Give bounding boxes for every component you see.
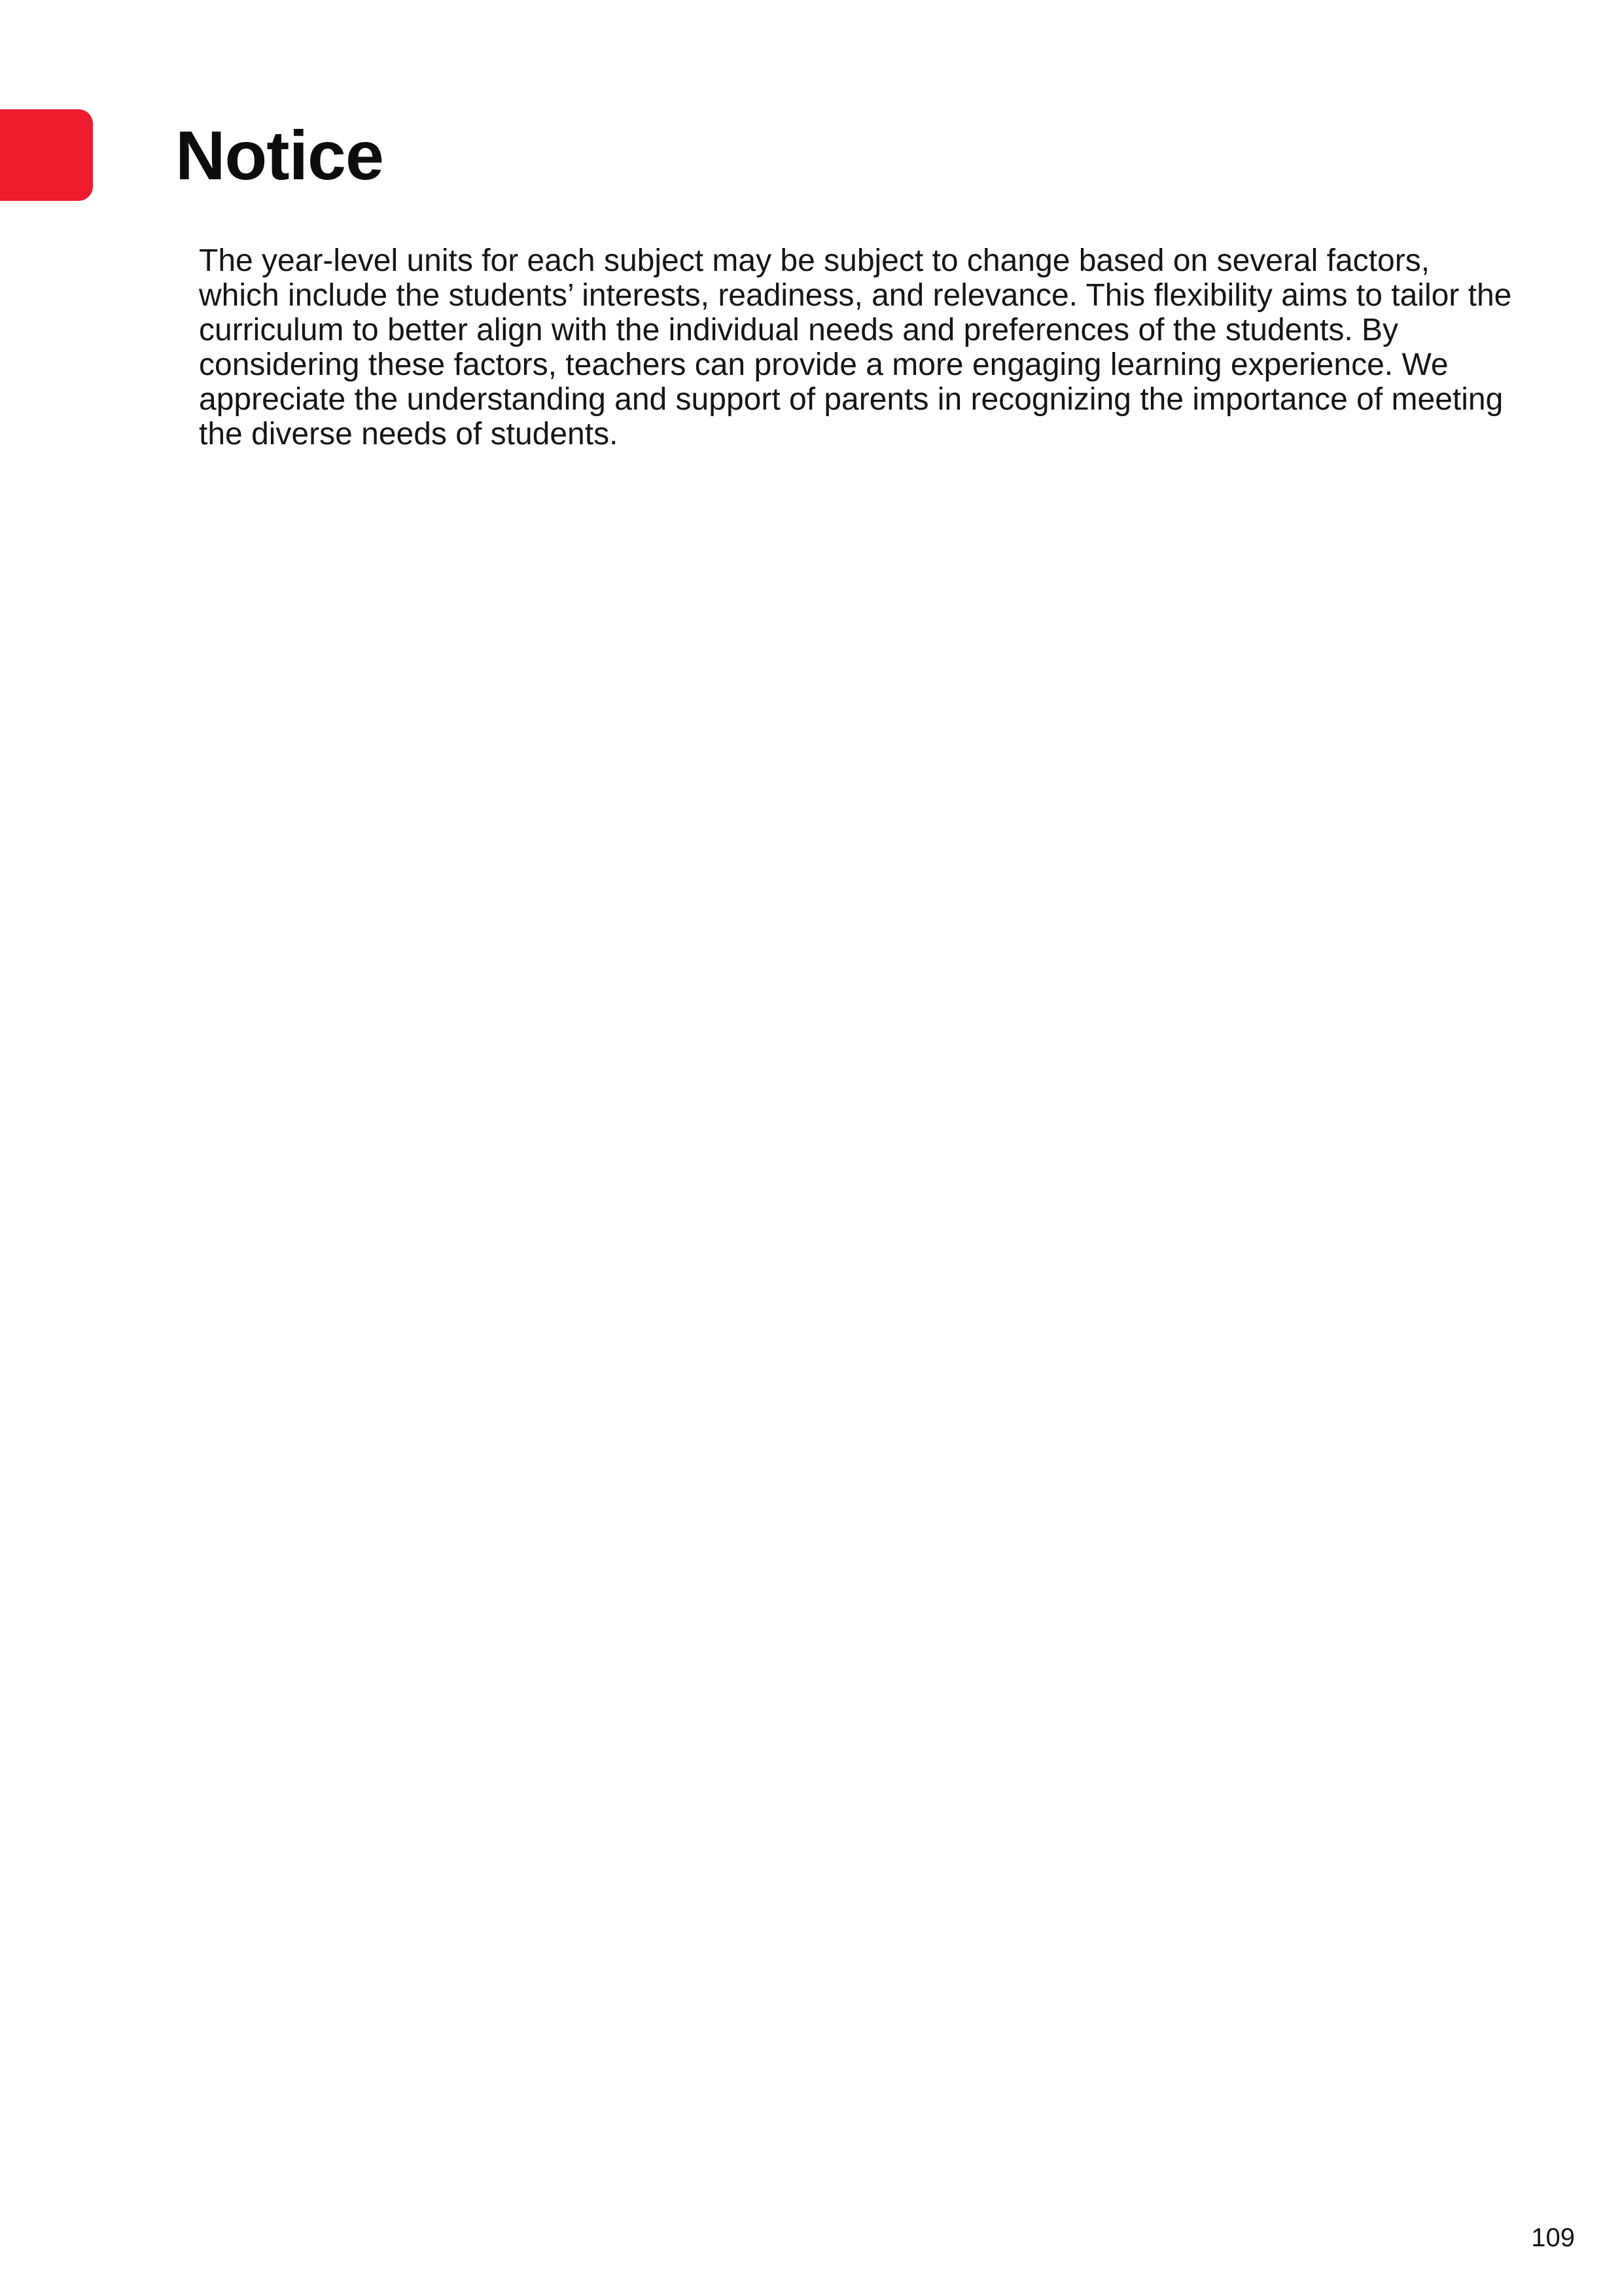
notice-body-text: The year-level units for each subject may be subject to change based on several factors, which include the students’ interests, readiness, and relevance. This flexibility aims to tailor the curriculum to better align with the individual needs and preferences of the students. By considering these factors, teachers can provide a more engaging learning experience. We appreciate the understanding and support of parents in recognizing the importance of meeting the diverse needs of students. — [199, 243, 1512, 451]
page-number: 109 — [1531, 2223, 1575, 2252]
accent-tab — [0, 109, 93, 201]
page-title: Notice — [175, 117, 383, 194]
